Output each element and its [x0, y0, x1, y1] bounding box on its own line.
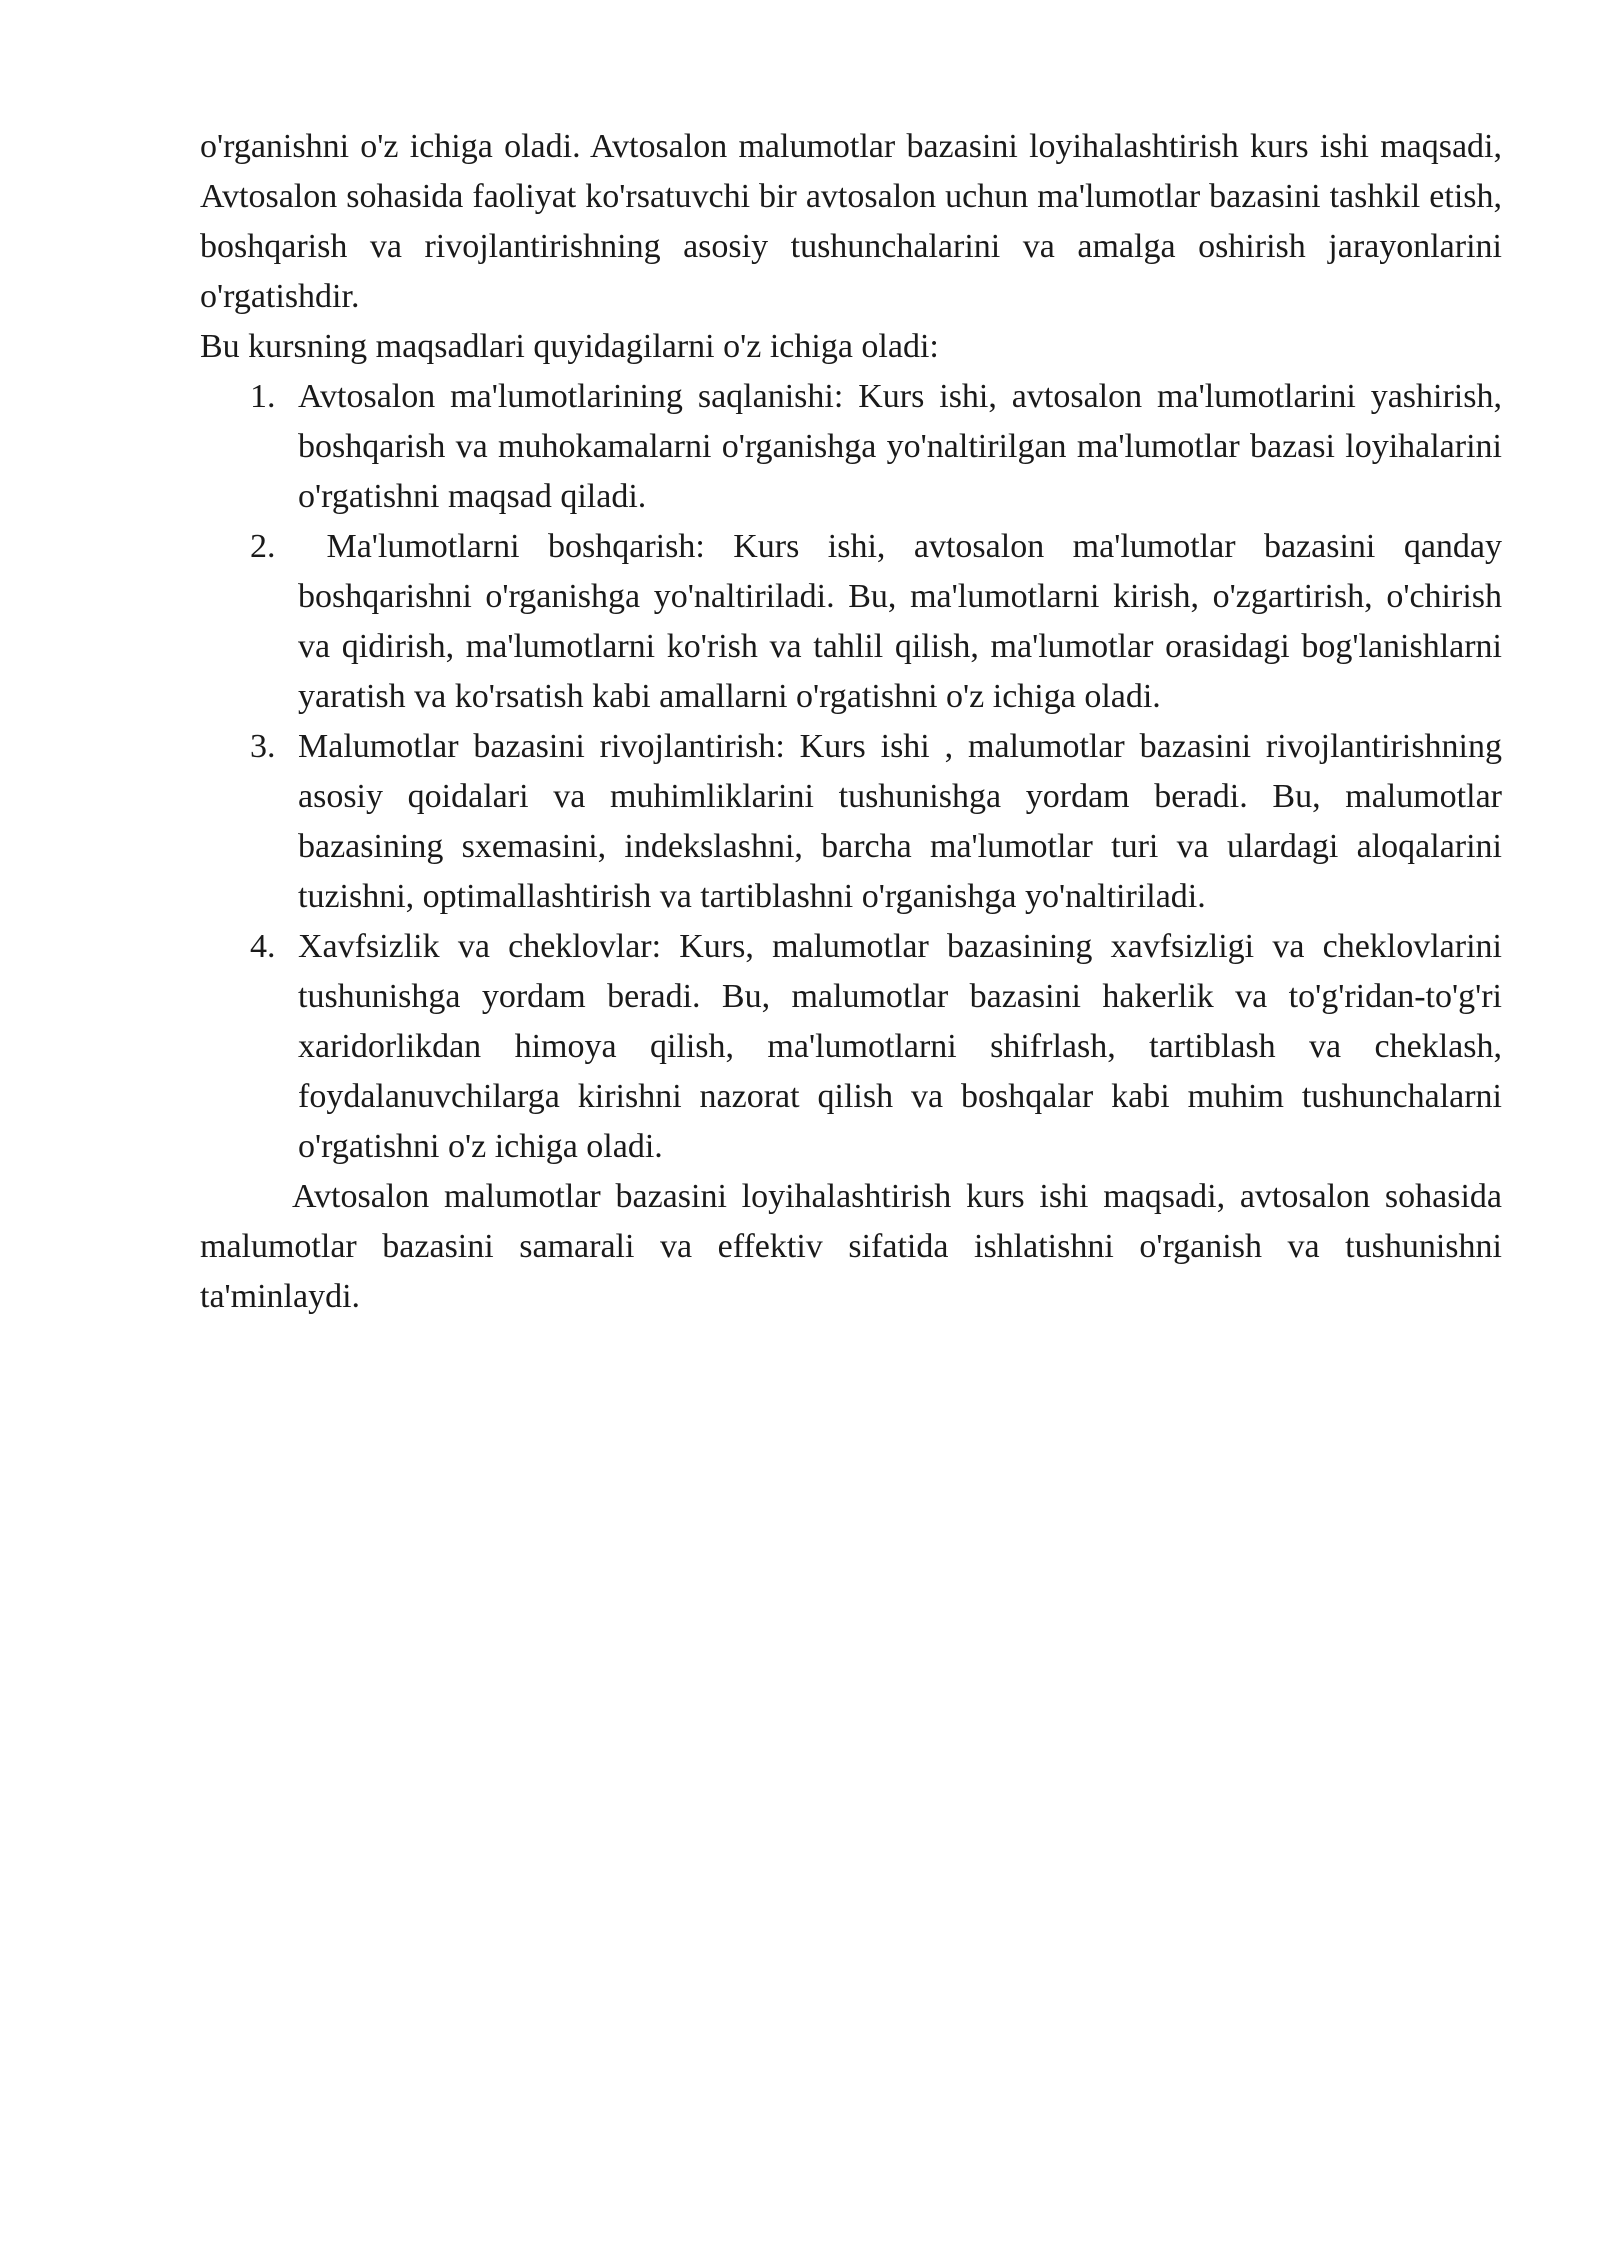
list-item — [200, 372, 1502, 522]
document-body — [200, 122, 1511, 1322]
intro-paragraph: o'rganishni o'z ichiga oladi. Avtosalon malumotlar bazasini loyihalashtirish kurs ishi maqsadi, Avtosalon sohasida faoliyat ko'rsatuvchi bir avtosalon uchun ma'lumotlar bazasini tashkil etish, boshqarish va rivojlantirishning asosiy tushunchalarini va amalga oshirish jarayonlarini o'rgatishdir. — [200, 128, 1502, 315]
list-item-number: 2. — [250, 528, 276, 565]
list-item — [200, 522, 1511, 722]
list-heading: Bu kursning maqsadlari quyidagilarni o'z ichiga oladi: — [200, 328, 939, 365]
list-item-text: Avtosalon ma'lumotlarining saqlanishi: Kurs ishi, avtosalon ma'lumotlarini yashirish, boshqarish va muhokamalarni o'rganishga yo'naltirilgan ma'lumotlar bazasi loyihalarini o'rgatishni maqsad qiladi. — [298, 378, 1502, 515]
list-item-number: 3. — [250, 728, 276, 765]
list-item — [200, 922, 1502, 1172]
list-item-text: Ma'lumotlarni boshqarish: Kurs ishi, avtosalon ma'lumotlar bazasini qanday boshqarishni o'rganishga yo'naltiriladi. Bu, ma'lumotlarni kirish, o'zgartirish, o'chirish va qidirish, ma'lumotlarni ko'rish va tahlil qilish, ma'lumotlar orasidagi bog'lanishlarni yaratish va ko'rsatish kabi amallarni o'rgatishni o'z ichiga oladi. — [298, 528, 1511, 715]
list-item-number: 4. — [250, 928, 276, 965]
list-item-number: 1. — [250, 378, 276, 415]
list-item-text: Malumotlar bazasini rivojlantirish: Kurs ishi , malumotlar bazasini rivojlantirishning asosiy qoidalari va muhimliklarini tushunishga yordam beradi. Bu, malumotlar bazasining sxemasini, indekslashni, barcha ma'lumotlar turi va ulardagi aloqalarini tuzishni, optimallashtirish va tartiblashni o'rganishga yo'naltiriladi. — [298, 728, 1502, 915]
goals-list — [200, 372, 1511, 1172]
list-item — [200, 722, 1502, 922]
closing-paragraph: Avtosalon malumotlar bazasini loyihalashtirish kurs ishi maqsadi, avtosalon sohasida malumotlar bazasini samarali va effektiv sifatida ishlatishni o'rganish va tushunishni ta'minlaydi. — [200, 1178, 1502, 1315]
list-item-text: Xavfsizlik va cheklovlar: Kurs, malumotlar bazasining xavfsizligi va cheklovlarini tushunishga yordam beradi. Bu, malumotlar bazasini hakerlik va to'g'ridan-to'g'ri xaridorlikdan himoya qilish, ma'lumotlarni shifrlash, tartiblash va cheklash, foydalanuvchilarga kirishni nazorat qilish va boshqalar kabi muhim tushunchalarni o'rgatishni o'z ichiga oladi. — [298, 928, 1502, 1165]
